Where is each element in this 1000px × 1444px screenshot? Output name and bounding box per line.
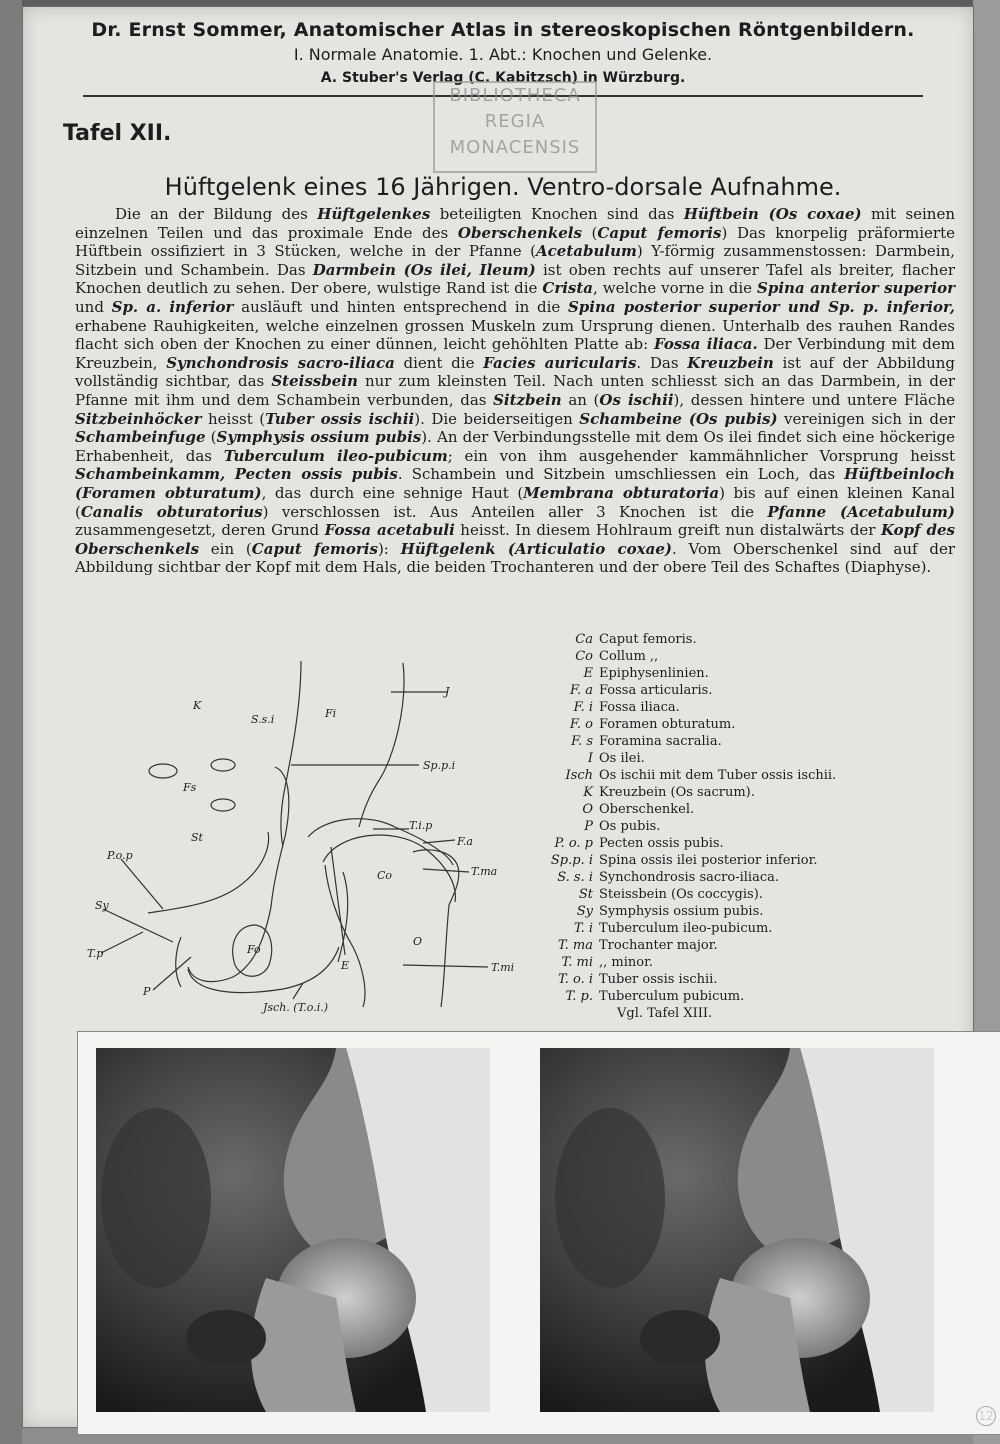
plate-label: Tafel XII. [63, 121, 172, 146]
atlas-page [22, 6, 994, 1428]
legend-description: Caput femoris. [599, 632, 697, 647]
emphasized-term: Kopf des Oberschenkels [75, 521, 955, 558]
plate-title: Hüftgelenk eines 16 Jährigen. Ventro-dorsale Aufnahme. [164, 173, 842, 201]
text-run: . Das [636, 353, 688, 372]
text-run: heisst ( [201, 409, 266, 428]
legend-description: Fossa iliaca. [599, 700, 680, 715]
leader-Tp [101, 932, 143, 953]
legend-description: Os ischii mit dem Tuber ossis ischii. [599, 768, 837, 783]
legend-row [519, 937, 959, 954]
legend-row [519, 665, 959, 682]
emphasized-term: Spina posterior superior und Sp. p. inferior, [567, 297, 955, 316]
legend-row [519, 648, 959, 665]
emphasized-term: Tuberculum ileo-pubicum [223, 446, 448, 465]
emphasized-term: Symphysis ossium pubis [216, 428, 422, 447]
legend-abbreviation: E [583, 666, 593, 681]
leader-Pop [121, 859, 163, 909]
legend-abbreviation: F. i [573, 700, 593, 715]
legend-row [519, 750, 959, 767]
emphasized-term: Facies auricularis [483, 353, 637, 372]
plate-number-badge: 12 [976, 1406, 996, 1426]
emphasized-term: Caput femoris [597, 223, 722, 242]
legend-description: Synchondrosis sacro-iliaca. [599, 870, 779, 885]
emphasized-term: Os ischii [599, 390, 674, 409]
emphasized-term: Kreuzbein [687, 353, 774, 372]
legend-abbreviation: I [587, 751, 593, 766]
legend-row [519, 903, 959, 920]
label-Tp: T.p [87, 947, 104, 960]
text-run: vereinigen sich in der [777, 409, 955, 428]
stamp-line: MONACENSIS [449, 137, 581, 158]
text-run: ausläuft und hinten entsprechend in die [233, 297, 568, 316]
text-run: dient die [394, 353, 484, 372]
scan-left-edge [0, 0, 22, 1444]
leader-Tmi [403, 965, 488, 967]
label-Jsch: Jsch. (T.o.i.) [263, 1001, 329, 1014]
legend-row [519, 784, 959, 801]
emphasized-term: Spina anterior superior [757, 279, 955, 298]
legend-description: Epiphysenlinien. [599, 666, 709, 681]
legend-description: Kreuzbein (Os sacrum). [599, 785, 755, 800]
text-run: ). An der Verbindungsstelle mit dem Os ilei findet sich eine höckerige Erhabenheit, das [75, 428, 955, 465]
emphasized-term: Schambeinkamm, Pecten ossis pubis [75, 465, 398, 484]
description-text [75, 205, 955, 577]
label-Tma: T.ma [471, 865, 498, 878]
legend-description: Steissbein (Os coccygis). [599, 887, 763, 902]
label-O: O [413, 935, 423, 948]
legend-abbreviation: Ca [575, 632, 593, 647]
text-run: ), dessen hintere und untere Fläche [673, 390, 955, 409]
text-run: mit seinen einzelnen Teilen und das proximale Ende des [75, 205, 956, 242]
label-K: K [193, 699, 202, 712]
legend-description: Tuber ossis ischii. [599, 972, 718, 987]
legend-row [519, 716, 959, 733]
text-run: ( [205, 428, 217, 447]
legend-abbreviation: P [584, 819, 593, 834]
emphasized-term: Membrana obturatoria [523, 483, 720, 502]
sacral-foramen [211, 759, 235, 771]
text-run: ; ein von ihm ausgehender kammähnlicher Vorsprung heisst [447, 446, 955, 465]
emphasized-term: Sp. a. inferior [111, 297, 234, 316]
legend-description: Spina ossis ilei posterior inferior. [599, 853, 818, 868]
text-run: erhabene Rauhigkeiten, welche einzelnen grossen Muskeln zum Ursprung dienen. Unterhalb des rauhen Randes flacht sich oben der Knochen zu einer dünnen, leicht gehöhlten Platte ab: [75, 316, 955, 354]
emphasized-term: Fossa acetabuli [324, 521, 455, 540]
legend-description: Symphysis ossium pubis. [599, 904, 764, 919]
legend-description: Tuberculum ileo-pubicum. [599, 921, 773, 936]
text-run: ) verschlossen ist. Aus Anteilen aller 3 Knochen ist die [262, 502, 768, 521]
legend-row [519, 767, 959, 784]
text-run: an ( [561, 390, 600, 409]
emphasized-term: Crista [542, 279, 594, 298]
legend-description: Foramina sacralia. [599, 734, 722, 749]
hip-joint-diagram [63, 647, 523, 1017]
text-run: Der Verbindung mit dem Kreuzbein, [75, 335, 955, 372]
emphasized-term: Sitzbeinhöcker [75, 409, 202, 428]
ilium-inner [188, 767, 289, 982]
text-run: ). Die beiderseitigen [414, 409, 580, 428]
leader-P [153, 957, 191, 990]
text-run: ist auf der Abbildung vollständig sichtbar, das [75, 353, 955, 391]
emphasized-term: Oberschenkels [457, 223, 582, 242]
text-run: Die an der Bildung des [115, 205, 318, 223]
stereo-xray-photo-frame [77, 1031, 1000, 1435]
epiphysis-line [338, 872, 348, 962]
emphasized-term: Schambeinfuge [75, 428, 206, 447]
text-run: und [75, 297, 112, 316]
text-run: , welche vorne in die [593, 279, 758, 298]
legend-description: Oberschenkel. [599, 802, 695, 817]
legend-abbreviation: O [582, 802, 593, 817]
legend-row [519, 801, 959, 818]
label-Sy: Sy [95, 899, 109, 912]
xray-right [540, 1048, 934, 1412]
legend-abbreviation: Co [575, 649, 593, 664]
legend-abbreviation: F. o [569, 717, 593, 732]
legend-abbreviation: T. mi [561, 955, 593, 970]
legend-description: Trochanter major. [599, 938, 718, 953]
legend-row [519, 920, 959, 937]
xray-left [96, 1048, 490, 1412]
emphasized-term: Hüftbeinloch (Foramen obturatum) [75, 465, 956, 502]
pubic-symphysis [176, 937, 181, 987]
legend-description: Tuberculum pubicum. [599, 989, 745, 1004]
text-run: ist oben rechts auf unserer Tafel als breiter, flacher Knochen deutlich zu sehen. Der obere, wulstige Rand ist die [75, 260, 955, 298]
legend-row [519, 699, 959, 716]
library-stamp [433, 81, 597, 173]
text-run: ) Y-förmig zusammenstossen: Darmbein, Sitzbein und Schambein. Das [75, 242, 956, 279]
legend-description: Pecten ossis pubis. [599, 836, 724, 851]
label-Fa: F.a [457, 835, 473, 848]
legend-abbreviation: F. a [569, 683, 593, 698]
legend-description: ,, minor. [599, 955, 653, 970]
header-publisher: A. Stuber's Verlag (C. Kabitzsch) in Würzburg. [320, 70, 686, 86]
legend-footer: Vgl. Tafel XIII. [617, 1006, 713, 1021]
label-Fi: Fi [325, 707, 337, 720]
label-Pop: P.o.p [107, 849, 133, 862]
stamp-line: REGIA [484, 111, 546, 132]
label-Co: Co [377, 869, 393, 882]
legend-row [519, 631, 959, 648]
legend-description: Os ilei. [599, 751, 645, 766]
legend-abbreviation: St [578, 887, 593, 902]
text-run: . Schambein und Sitzbein umschliessen ein Loch, das [397, 465, 845, 484]
text-run: , das durch eine sehnige Haut ( [261, 483, 524, 502]
label-P: P [143, 985, 151, 998]
emphasized-term: Synchondrosis sacro-iliaca [166, 353, 395, 372]
greater-trochanter [413, 850, 459, 1007]
legend-abbreviation: T. ma [557, 938, 593, 953]
legend-abbreviation: Sp.p. i [550, 853, 593, 868]
ilium-outline [281, 661, 301, 847]
legend-description: Foramen obturatum. [599, 717, 736, 732]
legend-abbreviation: Sy [576, 904, 593, 919]
text-run: ) Das knorpelig präformierte Hüftbein ossifiziert in 3 Stücken, welche in der Pfanne ( [75, 223, 955, 261]
emphasized-term: Caput femoris [251, 539, 378, 558]
header-author-title: Dr. Ernst Sommer, Anatomischer Atlas in stereoskopischen Röntgenbildern. [91, 19, 915, 41]
label-Fo: Fo [247, 943, 261, 956]
emphasized-term: Hüftgelenk (Articulatio coxae) [400, 539, 672, 558]
text-run: ein ( [199, 539, 252, 558]
text-run: zusammengesetzt, deren Grund [75, 521, 325, 540]
legend-row [519, 988, 959, 1005]
legend-description: Os pubis. [599, 819, 661, 834]
pubic-ramus [148, 832, 269, 913]
text-run: ): [377, 539, 401, 558]
sacroiliac-line [359, 663, 404, 827]
label-Tmi: T.mi [491, 961, 515, 974]
emphasized-term: Tuber ossis ischii [265, 409, 415, 428]
legend-row [519, 682, 959, 699]
legend [519, 631, 959, 1022]
emphasized-term: Darmbein (Os ilei, Ileum) [312, 260, 536, 279]
text-run: ( [581, 223, 598, 242]
legend-description: Fossa articularis. [599, 683, 713, 698]
legend-abbreviation: S. s. i [557, 870, 593, 885]
leader-Fa [423, 840, 455, 843]
label-J: J [445, 685, 450, 698]
legend-abbreviation: Isch [565, 768, 593, 783]
emphasized-term: Acetabulum [536, 242, 637, 261]
sacral-foramen [211, 799, 235, 811]
legend-abbreviation: F. s [571, 734, 593, 749]
legend-row [519, 852, 959, 869]
label-Fs: Fs [183, 781, 197, 794]
emphasized-term: Sitzbein [493, 390, 562, 409]
legend-abbreviation: K [583, 785, 593, 800]
text-run: beteiligten Knochen sind das [430, 205, 684, 223]
legend-abbreviation: P. o. p [554, 836, 593, 851]
ischium-outline [188, 947, 339, 993]
legend-abbreviation: T. p. [565, 989, 593, 1004]
legend-row [519, 886, 959, 903]
text-run: heisst. In diesem Hohlraum greift nun distalwärts der [454, 521, 881, 540]
text-run: nur zum kleinsten Teil. Nach unten schliesst sich an das Darmbein, in der Pfanne mit ihm und dem Schambein verbunden, das [75, 372, 956, 409]
legend-row [519, 869, 959, 886]
label-Sppi: Sp.p.i [423, 759, 456, 772]
emphasized-term: Hüftbein (Os coxae) [683, 205, 862, 223]
legend-row [519, 954, 959, 971]
legend-row [519, 733, 959, 750]
label-St: St [191, 831, 203, 844]
legend-row [519, 818, 959, 835]
legend-abbreviation: T. o. i [557, 972, 593, 987]
leader-E [331, 847, 345, 955]
sacral-foramen [149, 764, 177, 778]
emphasized-term: Steissbein [271, 372, 358, 391]
label-Tip: T.i.p [409, 819, 433, 832]
femoral-neck [325, 865, 365, 1007]
label-Ssi: S.s.i [251, 713, 275, 726]
legend-row [519, 971, 959, 988]
text-run: ) bis auf einen kleinen Kanal ( [75, 483, 955, 521]
text-run: . Vom Oberschenkel sind auf der Abbildung sichtbar der Kopf mit dem Hals, die beiden Trochanteren und der obere Teil des Schaftes (Diaphyse). [75, 539, 955, 577]
stamp-line: BIBLIOTHECA [449, 85, 581, 106]
emphasized-term: Hüftgelenkes [317, 205, 431, 223]
label-E: E [341, 959, 350, 972]
emphasized-term: Pfanne (Acetabulum) [767, 502, 956, 521]
legend-abbreviation: T. i [573, 921, 593, 936]
emphasized-term: Canalis obturatorius [80, 502, 263, 521]
emphasized-term: Fossa iliaca. [654, 335, 758, 354]
leader-Sy [103, 909, 173, 942]
header-section: I. Normale Anatomie. 1. Abt.: Knochen und Gelenke. [293, 45, 713, 64]
legend-row [519, 835, 959, 852]
emphasized-term: Schambeine (Os pubis) [579, 409, 778, 428]
legend-description: Collum ,, [599, 649, 659, 664]
